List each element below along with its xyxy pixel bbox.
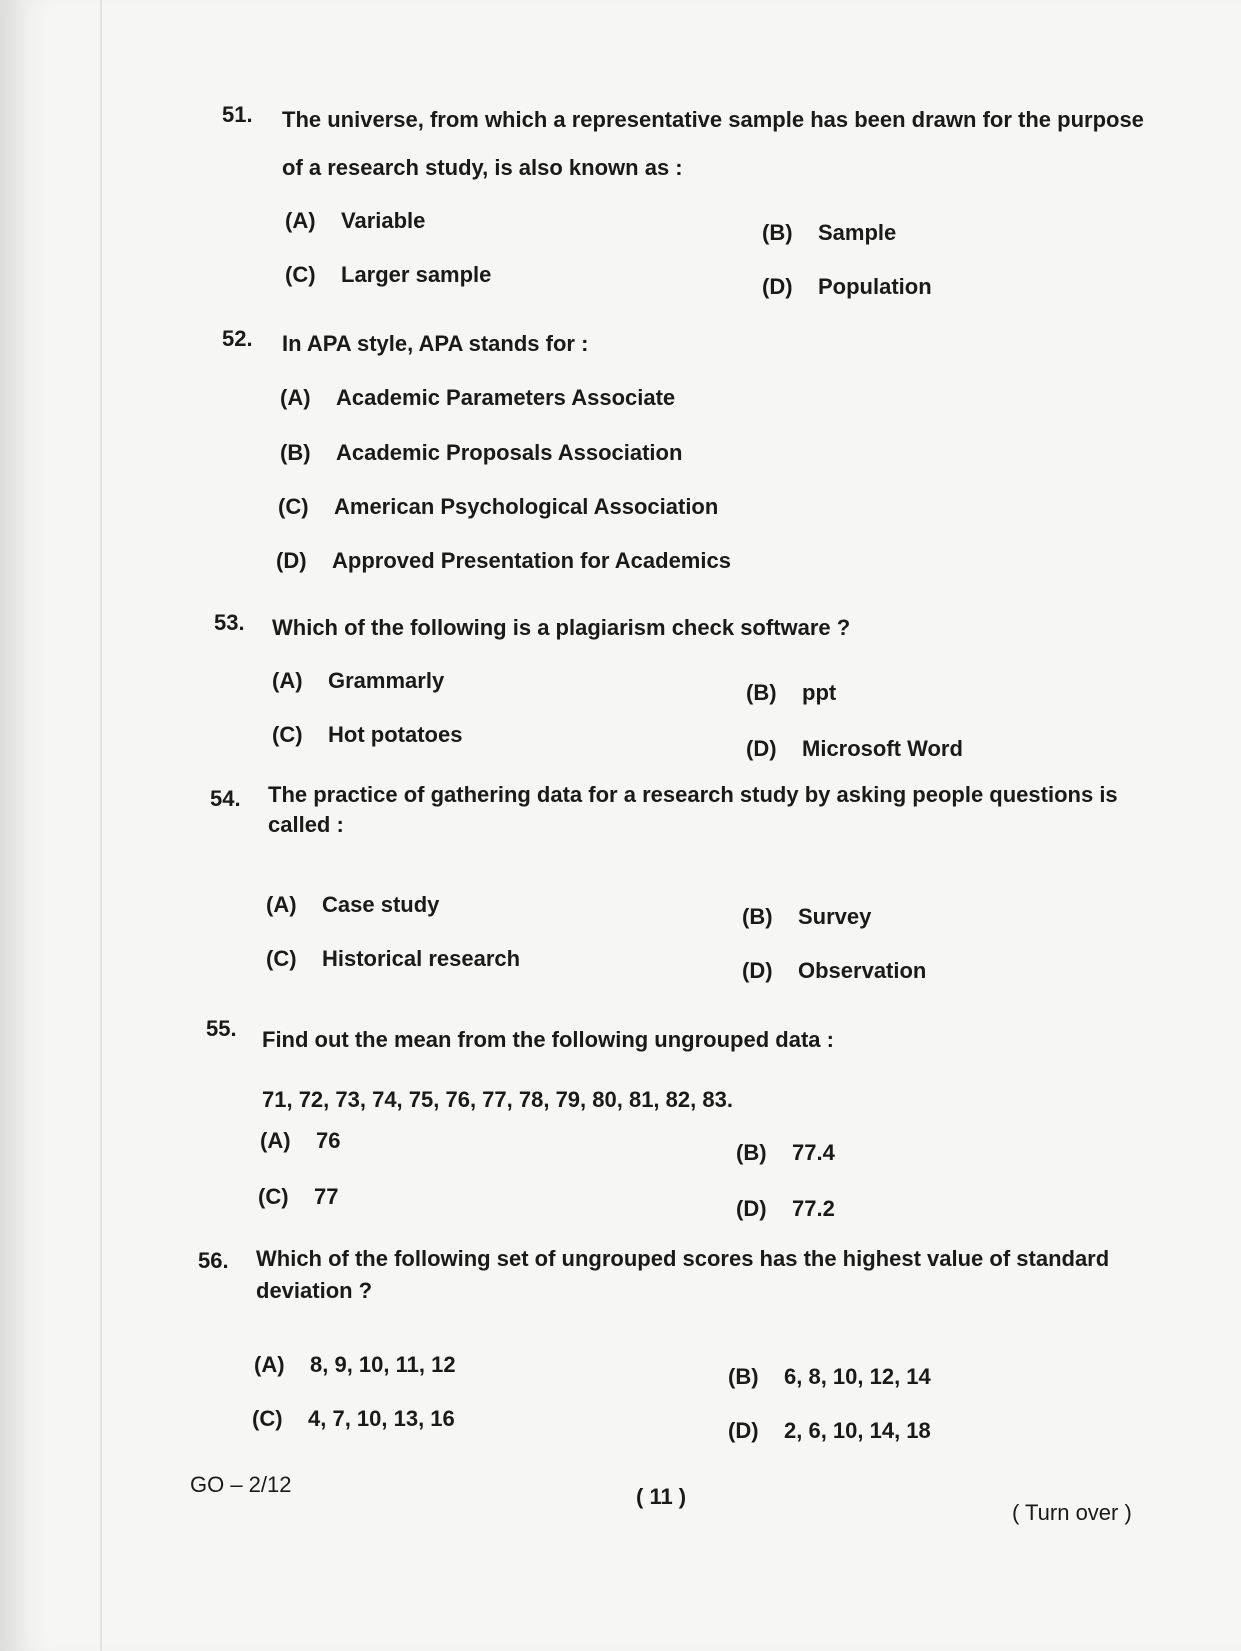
option-b[interactable]: (B) Survey	[742, 904, 872, 929]
option-b[interactable]: (B) Academic Proposals Association	[280, 440, 683, 465]
option-d[interactable]: (D) Population	[762, 274, 932, 299]
paper-code: GO – 2/12	[190, 1472, 292, 1497]
option-b[interactable]: (B) 6, 8, 10, 12, 14	[728, 1364, 931, 1389]
question-text: Find out the mean from the following ungrouped data : 71, 72, 73, 74, 75, 76, 77, 78, 79, 80, 81, 82, 83.	[262, 1027, 834, 1112]
option-d[interactable]: (D) Observation	[742, 958, 927, 983]
question-text: The practice of gathering data for a research study by asking people questions is called :	[268, 782, 1118, 837]
question-text: Which of the following set of ungrouped scores has the highest value of standard deviation ?	[256, 1246, 1110, 1303]
question-number: 55.	[206, 1016, 237, 1041]
option-a[interactable]: (A) Case study	[266, 892, 440, 917]
option-a[interactable]: (A) 76	[260, 1128, 341, 1153]
page-edge-shadow	[100, 0, 102, 1651]
question-text: In APA style, APA stands for :	[282, 331, 589, 356]
page-number: ( 11 )	[636, 1484, 687, 1509]
question-text: Which of the following is a plagiarism check software ?	[272, 615, 851, 640]
question-number: 51.	[222, 102, 253, 127]
option-c[interactable]: (C) 4, 7, 10, 13, 16	[252, 1406, 455, 1431]
option-b[interactable]: (B) Sample	[762, 220, 897, 245]
option-d[interactable]: (D) Approved Presentation for Academics	[276, 548, 731, 573]
option-c[interactable]: (C) 77	[258, 1184, 339, 1209]
option-a[interactable]: (A) Variable	[285, 208, 426, 233]
question-number: 56.	[198, 1248, 229, 1273]
option-c[interactable]: (C) Hot potatoes	[272, 722, 463, 747]
turn-over-note: ( Turn over )	[1012, 1500, 1132, 1525]
option-d[interactable]: (D) Microsoft Word	[746, 736, 963, 761]
option-c[interactable]: (C) Larger sample	[285, 262, 492, 287]
question-number: 53.	[214, 610, 245, 635]
option-a[interactable]: (A) 8, 9, 10, 11, 12	[254, 1352, 456, 1377]
option-d[interactable]: (D) 2, 6, 10, 14, 18	[728, 1418, 931, 1443]
option-c[interactable]: (C) American Psychological Association	[278, 494, 719, 519]
question-number: 52.	[222, 326, 253, 351]
option-d[interactable]: (D) 77.2	[736, 1196, 835, 1221]
question-text: The universe, from which a representative sample has been drawn for the purpose of a research study, is also known as :	[282, 107, 1144, 180]
option-a[interactable]: (A) Academic Parameters Associate	[280, 385, 676, 410]
option-b[interactable]: (B) ppt	[746, 680, 837, 705]
option-b[interactable]: (B) 77.4	[736, 1140, 835, 1165]
question-number: 54.	[210, 786, 241, 811]
option-a[interactable]: (A) Grammarly	[272, 668, 445, 693]
option-c[interactable]: (C) Historical research	[266, 946, 521, 971]
